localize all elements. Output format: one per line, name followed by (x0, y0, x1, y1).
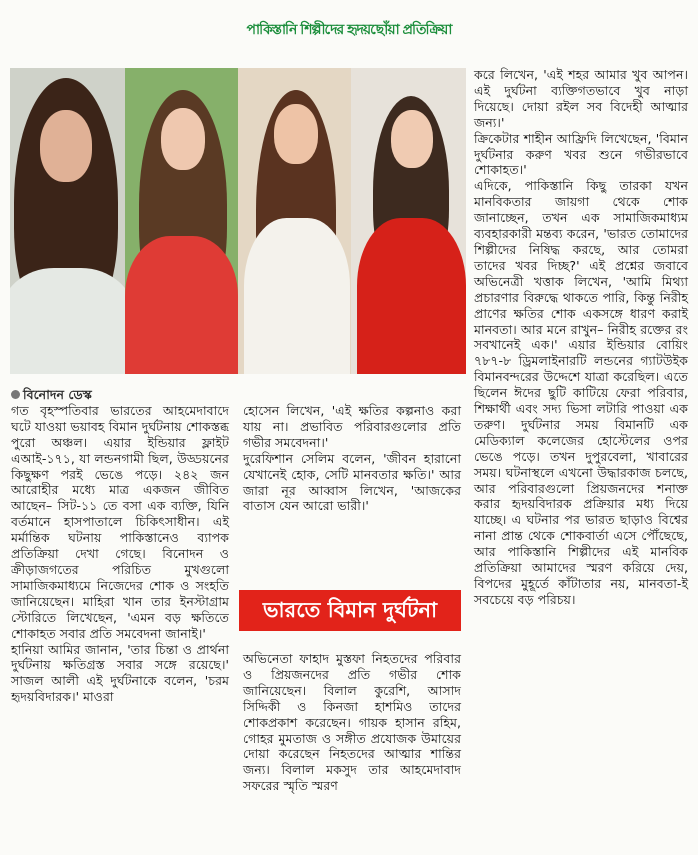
column-1 (11, 387, 229, 705)
subheading: ভারতে বিমান দুর্ঘটনা (239, 590, 461, 631)
actress-photo-4 (351, 68, 466, 374)
actress-photo-1 (10, 68, 125, 374)
paragraph: ক্রিকেটার শাহীন আফ্রিদি লিখেছেন, 'বিমান দুর্ঘটনার করুণ খবর শুনে গভীরভাবে শোকাহত।' (474, 130, 688, 178)
paragraph: গত বৃহস্পতিবার ভারতের আহমেদাবাদে ঘটে যাওয়া ভয়াবহ বিমান দুর্ঘটনায় শোকস্তব্ধ পুরো অঞ্চল। এয়ার ইন্ডিয়ার ফ্লাইট এআই-১৭১, যা লন্ডনগামী ছিল, উড্ডয়নের কিছুক্ষণ পরই ভেঙে পড়ে। ২৪২ জন আরোহীর মধ্যে মাত্র একজন জীবিত আছেন– সিট-১১ তে বসা এক ব্যক্তি, যিনি বর্তমানে হাসপাতালে চিকিৎসাধীন। এই মর্মান্তিক ঘটনায় পাকিস্তানেও ব্যাপক প্রতিক্রিয়া দেখা গেছে। বিনোদন ও ক্রীড়াজগতের পরিচিত মুখগুলো সামাজিকমাধ্যমে নিজেদের শোক ও সংহতি জানিয়েছেন। মাহিরা খান তার ইনস্টাগ্রাম স্টোরিতে লিখেছেন, 'এমন বড় ক্ষতিতে শোকাহত সবার প্রতি সমবেদনা জানাই।' (11, 402, 229, 641)
photo-collage (10, 68, 466, 374)
paragraph: হানিয়া আমির জানান, 'তার চিন্তা ও প্রার্থনা দুর্ঘটনায় ক্ষতিগ্রস্ত সবার সঙ্গে রয়েছে।' সাজল আলী এই দুর্ঘটনাকে বলেন, 'চরম হৃদয়বিদারক।' মাওরা (11, 641, 229, 705)
byline (11, 387, 229, 403)
column-2-bottom (243, 651, 461, 794)
actress-photo-2 (125, 68, 238, 374)
actress-photo-3 (238, 68, 351, 374)
byline-text: বিনোদন ডেস্ক (23, 387, 92, 402)
paragraph: দুরেফিশান সেলিম বলেন, 'জীবন হারানো যেখানেই হোক, সেটি মানবতার ক্ষতি।' আর জারা নূর আব্বাস লিখেন, 'আজকের বাতাস যেন আরো ভারী।' (243, 450, 461, 514)
column-3 (474, 67, 688, 608)
paragraph: অভিনেতা ফাহাদ মুস্তফা নিহতদের পরিবার ও প্রিয়জনদের প্রতি গভীর শোক জানিয়েছেন। বিলাল কুরেশি, আসাদ সিদ্দিকী ও কিনজা হাশমিও তাদের শোকপ্রকাশ করেছেন। গায়ক হাসান রহিম, গোহর মুমতাজ ও সঙ্গীত প্রযোজক উমায়ের দোয়া করেছেন নিহতদের আত্মার শান্তির জন্য। বিলাল মকসুদ তার আহমেদাবাদ সফরের স্মৃতি স্মরণ (243, 651, 461, 794)
paragraph: হোসেন লিখেন, 'এই ক্ষতির কল্পনাও করা যায় না। প্রভাবিত পরিবারগুলোর প্রতি গভীর সমবেদনা।' (243, 403, 461, 450)
headline: পাকিস্তানি শিল্পীদের হৃদয়ছোঁয়া প্রতিক্রিয়া (246, 22, 452, 38)
paragraph: এদিকে, পাকিস্তানি কিছু তারকা যখন মানবিকতার জায়গা থেকে শোক জানাচ্ছেন, তখন এক সামাজিকমাধ্যম ব্যবহারকারী মন্তব্য করেন, 'ভারত তোমাদের শিল্পীদের নিষিদ্ধ করছে, আর তোমরা তাদের খবর দিচ্ছ?' এই প্রশ্নের জবাবে অভিনেত্রী খত্তাক লিখেন, 'আমি মিথ্যা প্রচারণার বিরুদ্ধে থাকতে পারি, কিন্তু নিরীহ প্রাণের ক্ষতির শোক একসঙ্গে ধারণ করাই মানবতা। আর মনে রাখুন– নিরীহ রক্তের রং সবখানেই এক।' এয়ার ইন্ডিয়ার বোয়িং ৭৮৭-৮ ড্রিমলাইনারটি লন্ডনের গ্যাটউইক বিমানবন্দরের উদ্দেশে যাত্রা করেছিল। এতে ছিলেন ঈদের ছুটি কাটিয়ে ফেরা পরিবার, শিক্ষার্থী এবং সদ্য ভিসা লটারি পাওয়া এক তরুণ। দুর্ঘটনার সময় বিমানটি এক মেডিক্যাল কলেজের হোস্টেলের ওপর ভেঙে পড়ে। তখন দুপুরবেলা, খাবারের সময়। ঘটনাস্থলে এখনো উদ্ধারকাজ চলছে, আর পরিবারগুলো প্রিয়জনদের শনাক্ত করার হৃদয়বিদারক প্রক্রিয়ার মধ্য দিয়ে যাচ্ছে। এ ঘটনার পর ভারত ছাড়াও বিশ্বের নানা প্রান্ত থেকে শোকবার্তা এসে পৌঁছেছে, আর পাকিস্তানি শিল্পীদের এই মানবিক প্রতিক্রিয়া আমাদের স্মরণ করিয়ে দেয়, বিপদের মুহূর্তে কাঁটাতার নয়, মানবতা-ই সবচেয়ে বড় পরিচয়। (474, 178, 688, 607)
bullet-dot-icon (11, 390, 20, 399)
column-2-top (243, 403, 461, 514)
paragraph: করে লিখেন, 'এই শহর আমার খুব আপন। এই দুর্ঘটনা ব্যক্তিগতভাবে খুব নাড়া দিয়েছে। দোয়া রইল সব বিদেহী আত্মার জন্য।' (474, 67, 688, 130)
